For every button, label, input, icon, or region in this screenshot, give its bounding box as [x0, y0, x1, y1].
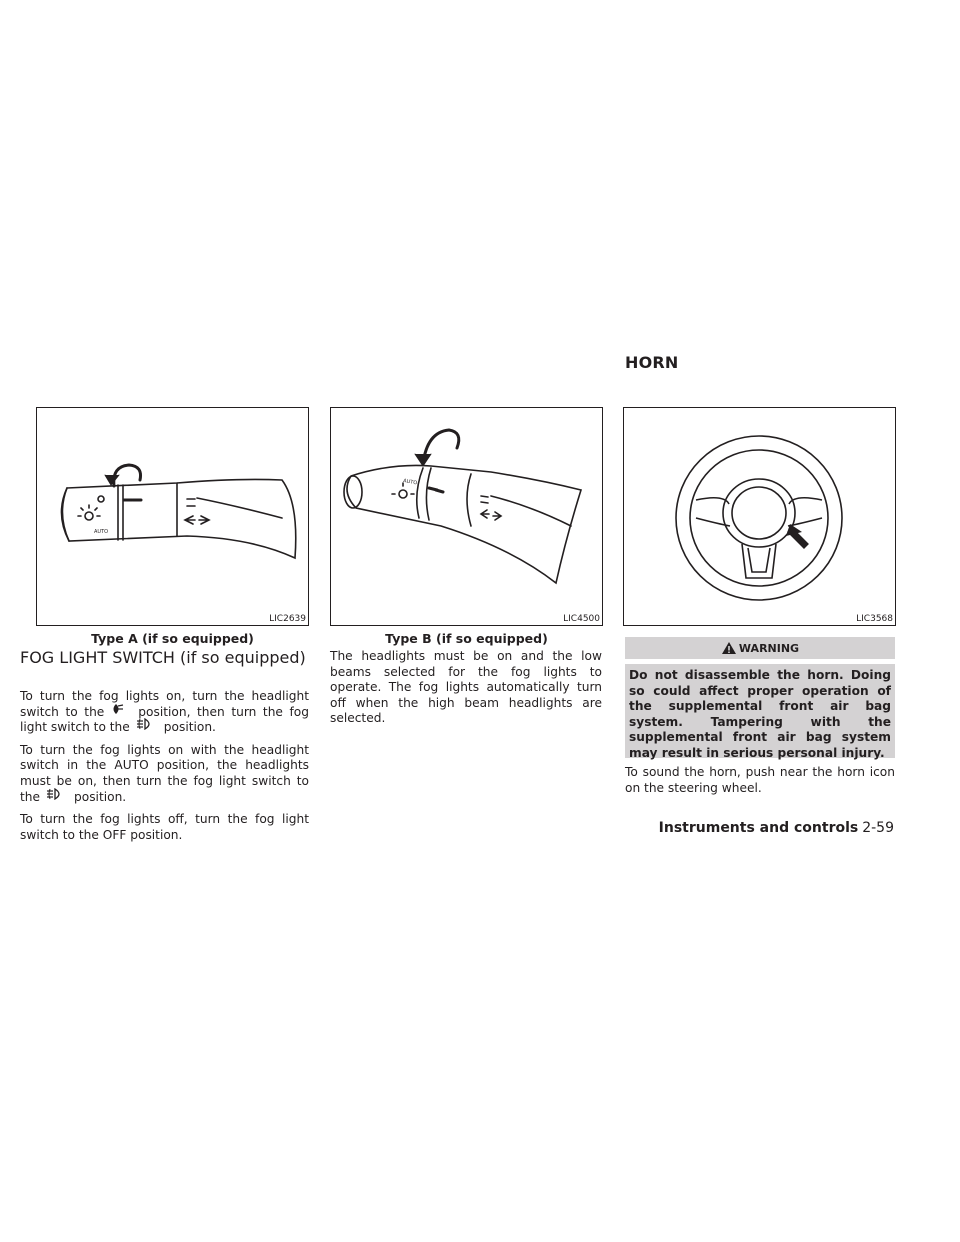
paragraph-text: position.: [163, 720, 216, 735]
warning-body: Do not disassemble the horn. Doing so could affect proper operation of the supplemental front air bag system. Tampering with the supplemental front air bag system may result in serious personal injury.: [625, 664, 895, 758]
figure-type-a: [36, 407, 309, 626]
svg-text:AUTO: AUTO: [402, 478, 418, 487]
horn-heading: HORN: [625, 353, 679, 372]
footer-section: Instruments and controls: [658, 820, 859, 836]
paragraph-text: To turn the fog lights on with the headlight switch in the AUTO position, the headlights must be on, then turn the fog light switch to the: [20, 742, 309, 804]
figure-type-b: [330, 407, 603, 626]
figure-code: LIC2639: [269, 614, 306, 624]
warning-header: [625, 637, 895, 659]
paragraph-text: position, then turn the fog light switch to the: [20, 704, 309, 735]
paragraph-text: To turn the fog lights off, turn the fog light switch to the OFF position.: [20, 812, 309, 842]
paragraph-text: position.: [74, 789, 127, 804]
fog-light-instructions: [20, 689, 309, 850]
warning-label: WARNING: [738, 641, 800, 655]
warning-triangle-icon: [721, 641, 737, 655]
figure-code: LIC3568: [856, 614, 893, 624]
horn-instructions: [625, 765, 895, 803]
figure-code: LIC4500: [563, 614, 600, 624]
stalk-illustration-b: [331, 408, 604, 627]
paragraph-text: The headlights must be on and the low beams selected for the fog lights to operate. The fog lights automatically turn off when the high beam headlights are selected.: [330, 649, 602, 726]
low-beam-icon: [104, 706, 138, 717]
figure-caption: Type B (if so equipped): [385, 631, 548, 646]
fog-light-icon: [130, 721, 164, 732]
figure-caption: Type A (if so equipped): [91, 631, 254, 646]
steering-wheel-illustration: [624, 408, 897, 627]
stalk-illustration-a: [37, 408, 310, 627]
fog-light-note: [330, 649, 602, 734]
svg-text:AUTO: AUTO: [94, 529, 109, 535]
page-footer: [659, 820, 894, 836]
paragraph-text: To sound the horn, push near the horn icon on the steering wheel.: [625, 765, 895, 795]
fog-light-switch-title: FOG LIGHT SWITCH (if so equipped): [20, 648, 306, 667]
footer-page-number: 2-59: [862, 820, 894, 836]
figure-steering-wheel: [623, 407, 896, 626]
fog-light-icon: [40, 791, 74, 802]
paragraph-text: To turn the fog lights on, turn the headlight switch to the: [20, 689, 309, 719]
